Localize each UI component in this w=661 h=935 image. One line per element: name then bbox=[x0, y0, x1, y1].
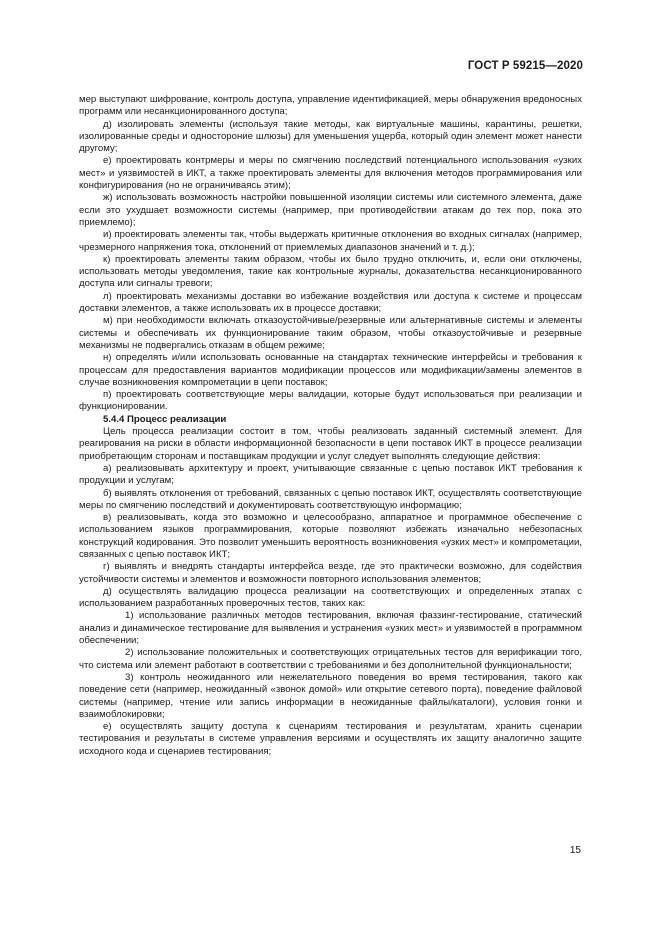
list-item-d-validation: д) осуществлять валидацию процесса реализации на соответствующих и определенных этапах с использованием разработанных проверочных тестов, таких как: bbox=[79, 585, 582, 610]
list-item-i-deviations: и) проектировать элементы так, чтобы выдержать критичные отклонения во входных сигналах (например, чрезмерного напряжения тока, отклонений от приемлемых диапазонов значений и т. д.); bbox=[79, 229, 582, 253]
list-item-p-validation: п) проектировать соответствующие меры валидации, которые будут использоваться при реализации и функционировании. bbox=[79, 389, 582, 413]
list-item-e-countermeasures: е) проектировать контрмеры и меры по смягчению последствий потенциального использования «узких мест» и уязвимостей в ИКТ, а также проектировать элементы для включения методов программирования или конфигурирования (но не ограничиваясь этим); bbox=[79, 155, 582, 192]
list-item-zh-isolation: ж) использовать возможность настройки повышенной изоляции системы или системного элемента, даже если это ухудшает возможности системы (например, при противодействии атакам до тех пор, пока это приемлемо); bbox=[79, 192, 582, 228]
list-item-d-isolate: д) изолировать элементы (используя такие методы, как виртуальные машины, карантины, решетки, изолированные среды и одностороние шлюзы) для уменьшения ущерба, который один элемент может нанести другому; bbox=[79, 118, 582, 155]
document-header-standard: ГОСТ Р 59215—2020 bbox=[467, 60, 583, 72]
document-body bbox=[79, 94, 582, 758]
list-item-n-interfaces: н) определять и/или использовать основанные на стандартах технические интерфейсы и требования к процессам для предоставления вариантов модификации процессов или модификации/замены элементов в случае возникновения компрометации в цепи поставок; bbox=[79, 352, 582, 388]
list-item-g-standards: г) выявлять и внедрять стандарты интерфейса везде, где это практически возможно, для содействия устойчивости системы и элементов и возможности повторного использования элементов; bbox=[79, 561, 582, 585]
sub-item-2-positive-tests: 2) использование положительных и соответствующих отрицательных тестов для верификации того, что система или элемент работают в соответствии с требованиями и без дополнительной функциональности; bbox=[79, 647, 582, 671]
page-number: 15 bbox=[569, 845, 581, 856]
list-item-a-architecture: а) реализовывать архитектуру и проект, учитывающие связанные с цепью поставок ИКТ требования к продукции и услугам; bbox=[79, 462, 582, 487]
section-intro-paragraph: Цель процесса реализации состоит в том, чтобы реализовать заданный системный элемент. Для реагирования на риски в области информационной безопасности в цепи поставок ИКТ в процессе реализации приобретающим сторонам и поставщикам продукции и услуг следует выполнять следующие действия: bbox=[79, 426, 582, 462]
paragraph-continuation: мер выступают шифрование, контроль доступа, управление идентификацией, меры обнаружения вредоносных программ или несанкционированного доступа; bbox=[79, 94, 582, 118]
list-item-l-delivery: л) проектировать механизмы доставки во избежание воздействия или доступа к системе и процессам доставки элементов, а также использовать их в процессе доставки; bbox=[79, 290, 582, 315]
sub-item-3-behavior-control: 3) контроль неожиданного или нежелательного поведения во время тестирования, такого как поведение сети (например, неожиданный «звонок домой» или открытие сетевого порта), поведение файловой системы (например, чтение или запись информации в неожиданные файлы/каталоги), условия гонки и взаимоблокировки; bbox=[79, 671, 582, 720]
list-item-e-access-protection: е) осуществлять защиту доступа к сценариям тестирования и результатам, хранить сценарии тестирования и результаты в системе управления версиями и осуществлять их защиту аналогично защите исходного кода и сценариев тестирования; bbox=[79, 721, 582, 757]
list-item-m-failover: м) при необходимости включать отказоустойчивые/резервные или альтернативные системы и элементы системы и обеспечивать их функционирование таким образом, чтобы отказоустойчивые и резервные механизмы не подвергались отказам в общем режиме; bbox=[79, 315, 582, 351]
list-item-b-deviations: б) выявлять отклонения от требований, связанных с цепью поставок ИКТ, осуществлять соответствующие меры по смягчению последствий и документировать соответствующую информацию; bbox=[79, 487, 582, 511]
list-item-k-disable: к) проектировать элементы таким образом, чтобы их было трудно отключить, и, если они отключены, использовать методы уведомления, такие как контрольные журналы, доказательства несанкционированного доступа или сигналы тревоги; bbox=[79, 253, 582, 290]
section-heading-5-4-4: 5.4.4 Процесс реализации bbox=[103, 413, 227, 425]
sub-item-1-testing-methods: 1) использование различных методов тестирования, включая фаззинг-тестирование, статический анализ и динамическое тестирование для выявления и устранения «узких мест» и уязвимостей в программном обеспечении; bbox=[79, 610, 582, 647]
list-item-v-languages: в) реализовывать, когда это возможно и целесообразно, аппаратное и программное обеспечение с использованием языков программирования, которые позволяют избежать изначально небезопасных конструкций кодирования. Это позволит уменьшить вероятность возникновения «узких мест» и компрометации, связанных с цепью поставок ИКТ; bbox=[79, 512, 582, 560]
